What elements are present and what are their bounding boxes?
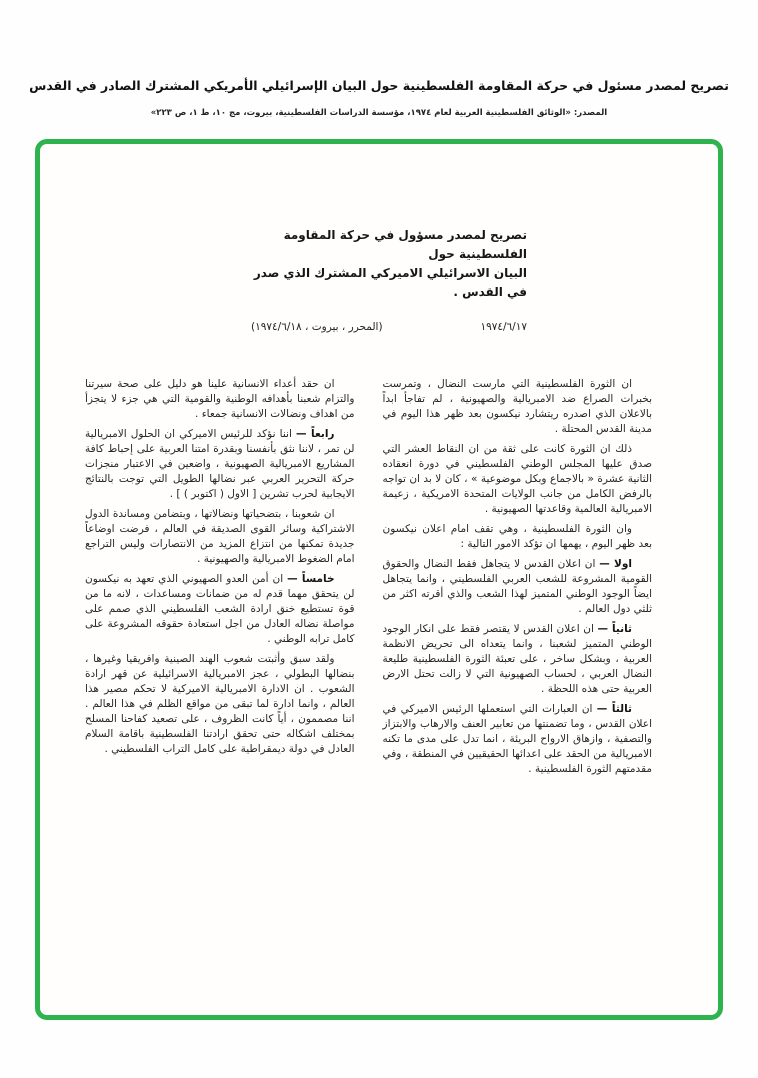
paragraph [85, 427, 355, 502]
paragraph-text: ان شعوبنا ، بتضحياتها ونضالاتها ، وبتضامن ومساندة الدول الاشتراكية وسائر القوى الصديقة في العالم ، فرضت اوضاعاً جديدة تمكنها من انتزاع المزيد من الانتصارات وليس التراجع امام الضغوط الامبريالية والصهيونية . [85, 508, 355, 565]
document-title-line-2: البيان الاسرائيلي الاميركي المشترك الذي صدر في القدس . [253, 266, 527, 299]
paragraph [85, 377, 355, 422]
date-line [251, 318, 527, 337]
paragraph-marker: رابعاً — [296, 428, 335, 440]
column-right [383, 377, 653, 782]
paragraph-text: ان حقد أعداء الانسانية علينا هو دليل على صحة سيرتنا والتزام شعبنا بأهدافه الوطنية والقومية التي هي جزء لا يتجزأ من اهداف ونضالات الانسانية جمعاء . [85, 378, 355, 420]
paragraph-marker: ثالثاً — [596, 703, 632, 715]
editor-note: (المحرر ، بيروت ، ١٩٧٤/٦/١٨) [251, 321, 383, 333]
body-columns [40, 377, 718, 782]
paragraph [383, 522, 653, 552]
paragraph [383, 622, 653, 697]
document-title-block [251, 226, 527, 337]
paragraph-text: ذلك ان الثورة كانت على ثقة من ان النقاط العشر التي صدق عليها المجلس الوطني الفلسطيني في دورة انعقاده الثانية عشرة « بالاجماع وبكل موضوعية » ، كان لا بد ان تواجه بالرفض الكامل من جانب الولايات المتحدة الامريكية ، زعيمة الامبريالية العالمية وقاعدتها الصهيونية . [382, 443, 652, 515]
document-title-line-1: تصريح لمصدر مسؤول في حركة المقاومة الفلسطينية حول [283, 228, 527, 261]
source-citation: المصدر: «الوثائق الفلسطينية العربية لعام ١٩٧٤، مؤسسة الدراسات الفلسطينية، بيروت، مج ١٠، ط ١، ص ٢٢٣» [150, 108, 608, 118]
paragraph [85, 572, 355, 647]
paragraph [85, 652, 355, 757]
date-value: ١٩٧٤/٦/١٧ [480, 321, 527, 333]
paragraph-text: ان اعلان القدس لا يقتصر فقط على انكار الوجود الوطني المتميز لشعبنا ، وانما يتعداه الى تحريض الانظمة العربية ، وبشكل ساخر ، على تعبئة الثورة الفلسطينية طليعة النضال العربي ، لحساب الصهيونية التي لا زالت تحتل الارض العربية حتى هذه اللحظة . [382, 623, 652, 695]
paragraph-marker: ثانياً — [597, 623, 632, 635]
document-body [40, 144, 718, 1015]
paragraph-marker: خامساً — [287, 573, 335, 585]
paragraph [383, 557, 653, 617]
paragraph-marker: اولا — [599, 558, 632, 570]
paragraph [383, 442, 653, 517]
paragraph-text: ان العبارات التي استعملها الرئيس الاميركي في اعلان القدس ، وما تضمنتها من تعابير العنف والارهاب والابتزاز والتصفية ، وازهاق الارواح البريئة ، انما تدل على مدى ما تكنه الامبريالية من الحقد على اعدائها الحقيقيين في المنطقة ، وفي مقدمتهم الثورة الفلسطينية . [382, 703, 652, 775]
paragraph-text: ان أمن العدو الصهيوني الذي تعهد به نيكسون لن يتحقق مهما قدم له من ضمانات ومساعدات ، لانه ما من قوة تستطيع خنق ارادة الشعب الفلسطيني الذي صمم على مواصلة نضاله العادل من اجل استعادة حقوقه المشروعة على كامل ترابه الوطني . [85, 573, 355, 645]
column-left [85, 377, 355, 782]
paragraph-text: وان الثورة الفلسطينية ، وهي تقف امام اعلان نيكسون بعد ظهر اليوم ، يهمها ان تؤكد الامور التالية : [382, 523, 652, 550]
page-title: تصريح لمصدر مسئول في حركة المقاومة الفلسطينية حول البيان الإسرائيلي الأمريكي المشترك الصادر في القدس [29, 78, 729, 93]
paragraph-text: ولقد سبق وأثبتت شعوب الهند الصينية وافريقيا وغيرها ، بنضالها البطولي ، عجز الامبريالية الاسرائيلية عن قهر ارادة الشعوب . ان الادارة الامبريالية الاميركية لا تحكم مصير هذا العالم ، وانما ادارة لما تبقى من مواقع الظلم في هذا العالم . اننا مصممون ، أياً كانت الظروف ، على تصعيد كفاحنا المسلح بمختلف اشكاله حتى تحقق ارادتنا الفلسطينية باقامة السلام العادل في دولة ديمقراطية على كامل التراب الفلسطيني . [85, 653, 355, 755]
paragraph [383, 377, 653, 437]
paragraph-text: ان اعلان القدس لا يتجاهل فقط النضال والحقوق القومية المشروعة للشعب العربي الفلسطيني ، وانما يتجاهل ايضاً الوجود الوطني المتميز لهذا الشعب والذي أقرته اكثر من ثلثي دول العالم . [382, 558, 652, 615]
paragraph-text: ان الثورة الفلسطينية التي مارست النضال ، وتمرست بخبرات الصراع ضد الامبريالية والصهيونية ، لم تفاجأ ابداً بالاعلان الذي اصدره ريتشارد نيكسون بعد ظهر هذا اليوم في مدينة القدس المحتلة . [382, 378, 652, 435]
document-border-frame [35, 139, 723, 1020]
paragraph [383, 702, 653, 777]
paragraph [85, 507, 355, 567]
paragraph-text: اننا نؤكد للرئيس الاميركي ان الحلول الامبريالية لن تمر ، لاننا نثق بأنفسنا وبقدرة امتنا العربية على إحباط كافة المشاريع الامبريالية الصهيونية ، واضعين في الاعتبار منجزات حركة التحرير العربي عبر نضالها الطويل التي توجت بالنتائج الايجابية لحرب تشرين [ الاول ( اكتوبر ) ] . [85, 428, 355, 500]
